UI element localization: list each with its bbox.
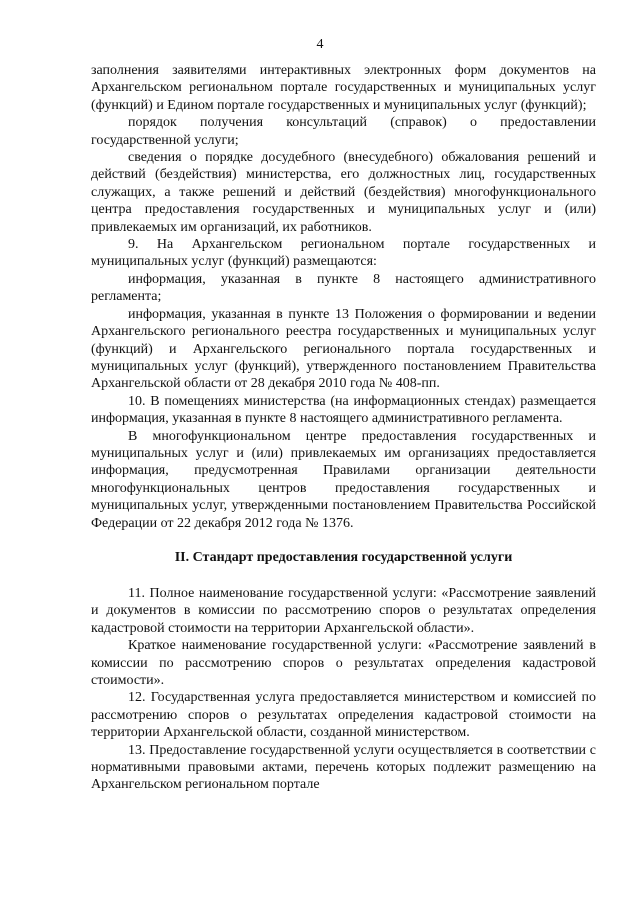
paragraph: 9. На Архангельском региональном портале государственных и муниципальных услуг (функций) размещаются:	[91, 237, 596, 270]
paragraph: 12. Государственная услуга предоставляется министерством и комиссией по рассмотрению споров о результатах определения кадастровой стоимости на территории Архангельской области, созданной министерством.	[91, 690, 596, 741]
paragraph: порядок получения консультаций (справок) о предоставлении государственной услуги;	[91, 115, 596, 148]
paragraphs-before-heading	[91, 62, 596, 532]
paragraph: сведения о порядке досудебного (внесудебного) обжалования решений и действий (бездействия) министерства, его должностных лиц, государственных служащих, а также решений и действий (бездействия) многофункционального центра предоставления государственных и муниципальных услуг и (или) привлекаемых им организаций, их работников.	[91, 150, 596, 235]
paragraph: заполнения заявителями интерактивных электронных форм документов на Архангельском региональном портале государственных и муниципальных услуг (функций) и Едином портале государственных и муниципальных услуг (функций);	[91, 63, 596, 113]
document-body	[91, 62, 596, 794]
paragraph: В многофункциональном центре предоставления государственных и муниципальных услуг и (или) привлекаемых им организациях предоставляется информация, предусмотренная Правилами организации деятельности многофункциональных центров предоставления государственных и муниципальных услуг, утвержденными постановлением Правительства Российской Федерации от 22 декабря 2012 года № 1376.	[91, 428, 596, 531]
paragraph: 10. В помещениях министерства (на информационных стендах) размещается информация, указанная в пункте 8 настоящего административного регламента.	[91, 393, 596, 427]
section-heading: II. Стандарт предоставления государственной услуги	[174, 549, 513, 565]
paragraph: информация, указанная в пункте 8 настоящего административного регламента;	[91, 271, 596, 305]
page-number: 4	[316, 37, 324, 52]
paragraphs-after-heading	[91, 585, 596, 794]
paragraph: информация, указанная в пункте 13 Положения о формировании и ведении Архангельского регионального реестра государственных и муниципальных услуг (функций) и Архангельского регионального портала государственных и муниципальных услуг (функций), утвержденного постановлением Правительства Архангельской области от 28 декабря 2010 года № 408-пп.	[91, 306, 596, 392]
paragraph: 11. Полное наименование государственной услуги: «Рассмотрение заявлений и документов в комиссии по рассмотрению споров о результатах определения кадастровой стоимости на территории Архангельской области».	[91, 585, 596, 636]
paragraph: 13. Предоставление государственной услуги осуществляется в соответствии с нормативными правовыми актами, перечень которых подлежит размещению на Архангельском региональном портале	[91, 742, 596, 793]
paragraph: Краткое наименование государственной услуги: «Рассмотрение заявлений в комиссии по рассмотрению споров о результатах определения кадастровой стоимости».	[91, 638, 596, 688]
